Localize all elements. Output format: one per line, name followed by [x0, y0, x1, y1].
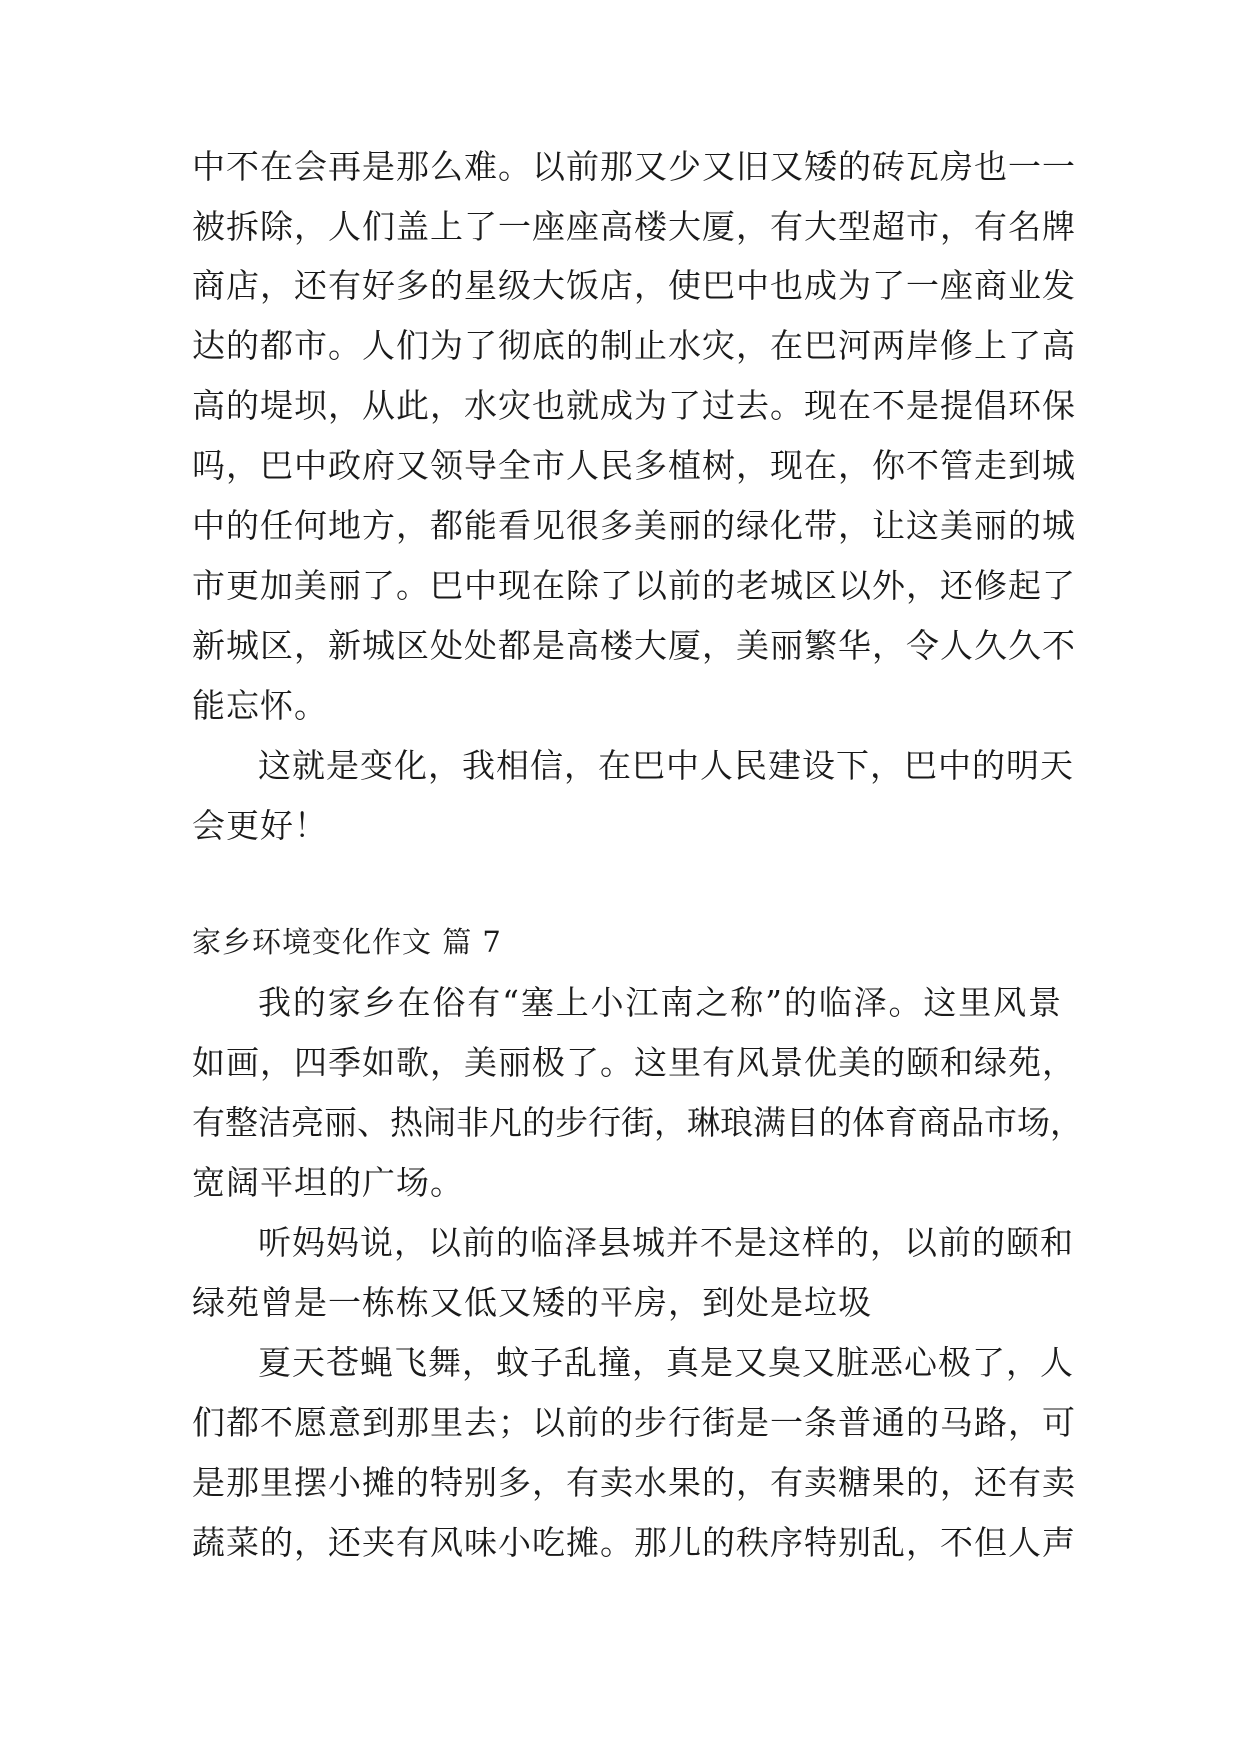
paragraph-1-line-6: 吗，巴中政府又领导全市人民多植树，现在，你不管走到城: [192, 446, 1076, 485]
paragraph-3-line-4: 宽阔平坦的广场。: [192, 1163, 464, 1202]
paragraph-1-line-5: 高的堤坝，从此，水灾也就成为了过去。现在不是提倡环保: [192, 386, 1076, 425]
paragraph-1-line-3: 商店，还有好多的星级大饭店，使巴中也成为了一座商业发: [192, 266, 1076, 305]
paragraph-1-line-10: 能忘怀。: [192, 686, 328, 725]
paragraph-4-line-2: 绿苑曾是一栋栋又低又矮的平房，到处是垃圾: [192, 1283, 872, 1322]
paragraph-1-line-7: 中的任何地方，都能看见很多美丽的绿化带，让这美丽的城: [192, 506, 1076, 545]
paragraph-4-line-1: 听妈妈说，以前的临泽县城并不是这样的，以前的颐和: [258, 1223, 1074, 1262]
paragraph-1-line-9: 新城区，新城区处处都是高楼大厦，美丽繁华，令人久久不: [192, 626, 1076, 665]
paragraph-1-line-1: 中不在会再是那么难。以前那又少又旧又矮的砖瓦房也一一: [192, 147, 1076, 186]
paragraph-5-line-2: 们都不愿意到那里去；以前的步行街是一条普通的马路，可: [192, 1403, 1076, 1442]
paragraph-1-line-4: 达的都市。人们为了彻底的制止水灾，在巴河两岸修上了高: [192, 326, 1076, 365]
paragraph-5-line-1: 夏天苍蝇飞舞，蚊子乱撞，真是又臭又脏恶心极了，人: [258, 1343, 1074, 1382]
paragraph-3-line-1: 我的家乡在俗有“塞上小江南之称”的临泽。这里风景: [258, 983, 1062, 1022]
paragraph-2-line-1: 这就是变化，我相信，在巴中人民建设下，巴中的明天: [258, 746, 1074, 785]
paragraph-1-line-8: 市更加美丽了。巴中现在除了以前的老城区以外，还修起了: [192, 566, 1076, 605]
paragraph-2-line-2: 会更好！: [192, 806, 328, 845]
paragraph-5-line-4: 蔬菜的，还夹有风味小吃摊。那儿的秩序特别乱，不但人声: [192, 1523, 1076, 1562]
section-heading: 家乡环境变化作文 篇 7: [192, 925, 502, 959]
paragraph-5-line-3: 是那里摆小摊的特别多，有卖水果的，有卖糖果的，还有卖: [192, 1463, 1076, 1502]
paragraph-3-line-3: 有整洁亮丽、热闹非凡的步行街，琳琅满目的体育商品市场，: [192, 1103, 1083, 1142]
paragraph-1-line-2: 被拆除，人们盖上了一座座高楼大厦，有大型超市，有名牌: [192, 207, 1076, 246]
paragraph-3-line-2: 如画，四季如歌，美丽极了。这里有风景优美的颐和绿苑，: [192, 1043, 1076, 1082]
